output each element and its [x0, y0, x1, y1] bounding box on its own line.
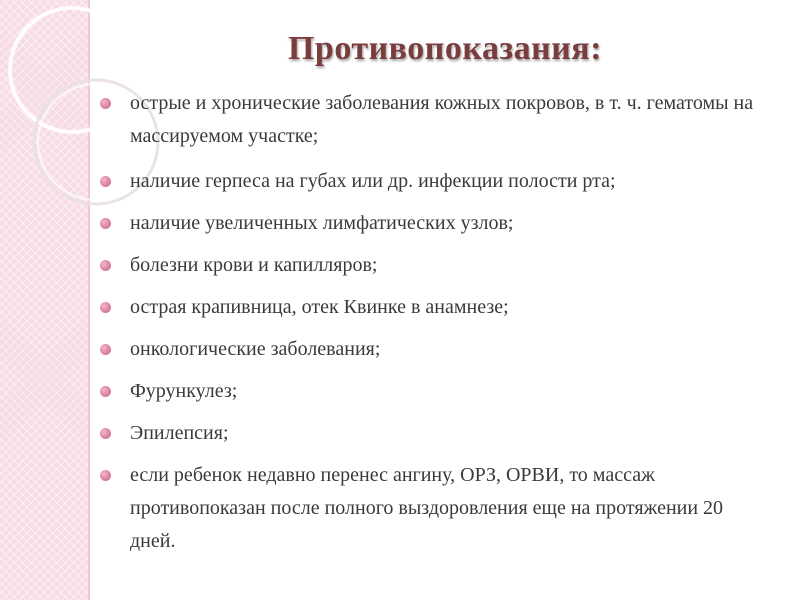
list-item-text: острые и хронические заболевания кожных покровов, в т. ч. гематомы на массируемом участке; — [130, 92, 754, 147]
bullet-icon — [100, 302, 111, 313]
list-item-text: наличие увеличенных лимфатических узлов; — [130, 212, 514, 234]
list-item — [98, 459, 768, 558]
list-item-text: наличие герпеса на губах или др. инфекции полости рта; — [130, 170, 616, 192]
contraindications-list — [98, 87, 768, 567]
bullet-icon — [100, 218, 111, 229]
list-item-text: если ребенок недавно перенес ангину, ОРЗ, ОРВИ, то массаж противопоказан после полного выздоровления еще на протяжении 20 дней. — [130, 464, 724, 552]
list-item — [98, 249, 768, 282]
bullet-icon — [100, 260, 111, 271]
list-item-text: Эпилепсия; — [130, 422, 229, 444]
bullet-icon — [100, 176, 111, 187]
bullet-icon — [100, 386, 111, 397]
list-item — [98, 417, 768, 450]
title-container — [90, 30, 800, 68]
bullet-icon — [100, 428, 111, 439]
list-item — [98, 375, 768, 408]
list-item — [98, 87, 768, 153]
list-item-text: острая крапивница, отек Квинке в анамнезе; — [130, 296, 509, 318]
list-item — [98, 291, 768, 324]
list-item — [98, 165, 768, 198]
list-item-text: онкологические заболевания; — [130, 338, 381, 360]
bullet-icon — [100, 344, 111, 355]
list-item-text: Фурункулез; — [130, 380, 238, 402]
slide-title: Противопоказания: — [287, 30, 603, 67]
list-item — [98, 207, 768, 240]
list-item-text: болезни крови и капилляров; — [130, 254, 378, 276]
list-item — [98, 333, 768, 366]
bullet-icon — [100, 470, 111, 481]
bullet-icon — [100, 98, 111, 109]
